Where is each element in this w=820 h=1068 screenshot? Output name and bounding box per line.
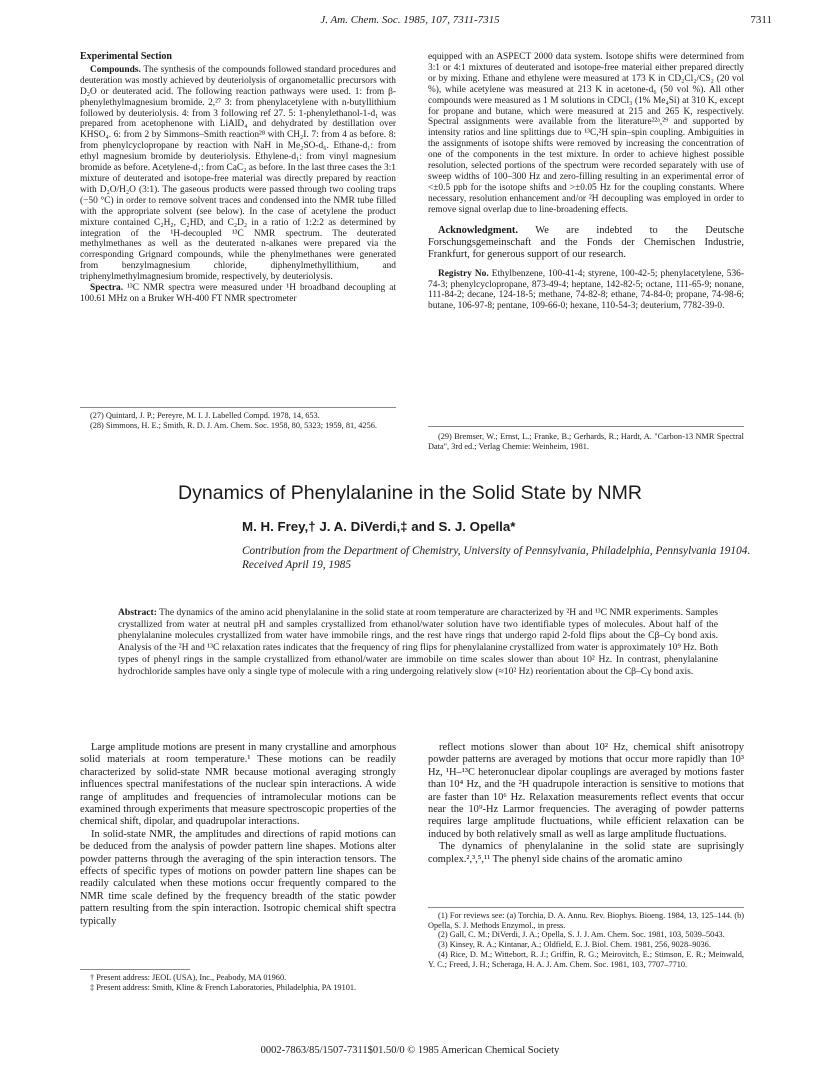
reference: (4) Rice, D. M.; Wittebort, R. J.; Griffin, R. G.; Meirovitch, E.; Stimson, E. R.; Meinwald, Y. C.; Freed, J. H.; Scheraga, H. A. J. Am. Chem. Soc. 1981, 103, 7707–7710.: [428, 949, 744, 969]
compounds-text: The synthesis of the compounds followed standard procedures and deuteration was mostly achieved by deuteriolysis of organometallic precursors with D₂O or deuterated acid. The following reaction pathways were used. 1: from β-phenylethylmagnesium bromide. 2,²⁷ 3: from phenylacetylene with n-butyllithium followed by deuteriolysis. 4: from 3 following ref 27. 5: 1-phenylethanol-1-d₁ was prepared from acetophenone with LiAlD₄ and dehydrated by destillation over KHSO₄. 6: from 2 by Simmons–Smith reaction²⁸ with CH₂I. 7: from 4 as before. 8: from phenylcyclopropane by reaction with NaH in Me₂SO-d₆. Ethane-d₁: from ethyl magnesium bromide by deuteriolysis. Ethylene-d₁: from vinyl magnesium bromide as before. Acetylene-d₁: from CaC₂ as before. In the last three cases the 3:1 mixture of deuterated and isotope-free material was directly prepared by reaction with D₂O/H₂O (3:1). The gaseous products were passed through two cooling traps (−50 °C) in order to remove solvent traces and condensed into the NMR tube filled with the appropriate solvent (see below). In the case of acetylene the product mixture contained C₂H₂, C₂HD, and C₂D₂ in a ratio of 1:2:2 as determined by integration of the ¹H-decoupled ¹³C NMR spectrum. The deuterated methylmethanes as well as the deuterated n-alkanes were prepared via the corresponding Grignard compounds, while the phenylmethanes were generated from benzylmagnesium chloride, diphenylmethyllithium, and triphenylmethylmagnesium bromide, respectively, by deuteriolysis.: [80, 64, 396, 283]
reference: (3) Kinsey, R. A.; Kintanar, A.; Oldfield, E. J. Biol. Chem. 1981, 256, 9028–9036.: [438, 940, 711, 950]
divider: [428, 907, 744, 908]
spectra-paragraph: [80, 283, 396, 305]
registry-text: Ethylbenzene, 100-41-4; styrene, 100-42-5; phenylacetylene, 536-74-3; phenylcyclopropane, 873-49-4; heptane, 142-82-5; octane, 111-65-9; nonane, 111-84-2; decane, 124-18-5; methane, 74-82-8; ethane, 74-84-0; propane, 74-98-6; butane, 106-97-8; pentane, 109-66-0; hexane, 110-54-3; deuterium, 7782-39-0.: [428, 268, 744, 312]
page-number: 7311: [750, 14, 772, 26]
body-paragraph: In solid-state NMR, the amplitudes and directions of rapid motions can be deduced from the analysis of powder pattern line shapes. Motions alter powder patterns through the averaging of the spin interaction tensors. The effects of specific types of motions on powder pattern line shapes can be readily calculated when these motions occur frequently compared to the NMR time scale defined by the frequency breadth of the static powder pattern resulting from the spin interaction. Isotropic chemical shift spectra typically: [80, 828, 396, 927]
author-footnotes: [80, 973, 396, 992]
affiliation: Contribution from the Department of Chemistry, University of Pennsylvania, Philadelphia, Pennsylvania 19104. Received April 19, 1985: [242, 545, 751, 571]
reference: (28) Simmons, H. E.; Smith, R. D. J. Am. Chem. Soc. 1958, 80, 5323; 1959, 81, 4256.: [90, 420, 377, 430]
references-right: [428, 432, 744, 451]
acknowledgment: [428, 225, 744, 261]
abstract: [118, 607, 718, 677]
running-header: [0, 14, 820, 34]
experimental-section: [80, 52, 396, 305]
article-title: Dynamics of Phenylalanine in the Solid State by NMR: [178, 482, 642, 504]
reference: (1) For reviews see: (a) Torchia, D. A. Annu. Rev. Biophys. Bioeng. 1984, 13, 125–144. (b) Opella, S. J. Methods Enzymol., in press.: [428, 911, 744, 930]
reference: (27) Quintard, J. P.; Pereyre, M. I. J. Labelled Compd. 1978, 14, 653.: [90, 411, 320, 420]
section-heading: Experimental Section: [80, 51, 172, 62]
divider: [80, 407, 396, 408]
body-column-left: [80, 742, 396, 928]
ack-text: We are indebted to the Deutsche Forschungsgemeinschaft and the Fonds der Chemischen Industrie, Frankfurt, for generous support of our research.: [428, 224, 744, 260]
footnote: ‡ Present address: Smith, Kline & French Laboratories, Philadelphia, PA 19101.: [90, 982, 357, 992]
spectra-text: ¹³C NMR spectra were measured under ¹H broadband decoupling at 100.61 MHz on a Bruker WH-400 FT NMR spectrometer: [80, 283, 396, 304]
authors: M. H. Frey,† J. A. DiVerdi,‡ and S. J. Opella*: [242, 519, 516, 534]
abstract-lead: Abstract:: [118, 607, 157, 618]
body-column-right: [428, 742, 744, 866]
references-body: [428, 911, 744, 969]
experimental-continued: [428, 52, 744, 312]
references-left: [80, 411, 396, 430]
page-footer: 0002-7863/85/1507-7311$01.50/0 © 1985 American Chemical Society: [260, 1045, 560, 1056]
divider: [80, 969, 190, 970]
compounds-paragraph: [80, 65, 396, 283]
spectra-continued: equipped with an ASPECT 2000 data system. Isotope shifts were determined from 3:1 or 4:1 mixtures of deuterated and isotope-free material either prepared directly or by mixing. Ethane and ethylene were measured at 173 K in CD₂Cl₂/CS₂ (20 vol %), while acetylene was measured at 213 K in acetone-d₆ (50 vol %). All other compounds were measured as 1 M solutions in CDCl₃ (1% Me₄Si) at 310 K, except for propane and butane, which were measured at 215 and 265 K, respectively. Spectral assignments were available from the literature²²ᵃ,²⁹ and supported by intensity ratios and line splittings due to ¹³C,²H spin–spin coupling. Ambiguities in the assignments of isotope shifts were removed by increasing the concentration of one of the components in the test mixture. In order to achieve highest possible resolution, selected portions of the spectrum were recorded separately with use of sweep widths of 100–300 Hz and zero-filling resulting in an experimental error of <±0.5 ppb for the isotope shifts and >±0.05 Hz for the coupling constants. Where necessary, resolution enhancement and/or ²H decoupling was employed in order to remove signal overlap due to line-broadening effects.: [428, 52, 744, 215]
registry-numbers: [428, 269, 744, 313]
compounds-lead: Compounds.: [90, 64, 141, 75]
body-paragraph: The dynamics of phenylalanine in the solid state are suprisingly complex.²,³,⁵,¹¹ The phenyl side chains of the aromatic amino: [428, 841, 744, 865]
registry-lead: Registry No.: [438, 268, 489, 279]
ack-lead: Acknowledgment.: [438, 224, 518, 236]
reference: (29) Bremser, W.; Ernst, L.; Franke, B.; Gerhards, R.; Hardt, A. "Carbon-13 NMR Spectral Data", 3rd ed.; Verlag Chemie: Weinheim, 1981.: [428, 432, 744, 451]
body-paragraph: Large amplitude motions are present in many crystalline and amorphous solid materials at room temperature.¹ These motions can be readily characterized by solid-state NMR because motional averaging strongly influences spectral manifestations of the nuclear spin interactions. A wide range of amplitudes and frequencies of intramolecular motions can be examined through experiments that measure spectroscopic properties of the chemical shift, dipolar, and quadrupolar interactions.: [80, 742, 396, 828]
reference: (2) Gall, C. M.; DiVerdi, J. A.; Opella, S. J. J. Am. Chem. Soc. 1981, 103, 5039–5043.: [438, 930, 725, 940]
body-paragraph: reflect motions slower than about 10² Hz, chemical shift anisotropy powder patterns are averaged by motions that occur more rapidly than 10³ Hz, ¹H–¹³C heteronuclear dipolar couplings are averaged by motions faster than 10⁴ Hz, and the ²H quadrupole interaction is sensitive to motions that are faster than 10⁶ Hz. Relaxation measurements reflect events that occur near the 10⁹-Hz Larmor frequencies. The averaging of powder patterns requires large amplitude fluctuations, while efficient relaxation can be induced by both relatively small as well as large amplitude fluctuations.: [428, 742, 744, 840]
divider: [428, 426, 744, 427]
abstract-text: The dynamics of the amino acid phenylalanine in the solid state at room temperature are characterized by ²H and ¹³C NMR experiments. Samples crystallized from water at neutral pH and samples crystallized from ethanol/water solution have two identifiable types of molecules. About half of the phenylalanine molecules crystallized from water have immobile rings, and the rest have rings that undergo rapid 2-fold flips about the Cβ–Cγ bond axis. Analysis of the ²H and ¹³C relaxation rates indicates that the frequency of ring flips for phenylalanine crystallized from water is approximately 10⁹ Hz. Both types of phenyl rings in the sample crystallized from ethanol/water are immobile on time scales slower than about 10² Hz. In contrast, phenylalanine hydrochloride samples have only a single type of molecule with a ring undergoing relatively slow (≈10² Hz) reorientation about the Cβ–Cγ bond axis.: [118, 607, 718, 677]
spectra-lead: Spectra.: [90, 283, 124, 294]
footnote: † Present address: JEOL (USA), Inc., Peabody, MA 01960.: [90, 973, 287, 982]
journal-citation: J. Am. Chem. Soc. 1985, 107, 7311-7315: [320, 14, 500, 26]
